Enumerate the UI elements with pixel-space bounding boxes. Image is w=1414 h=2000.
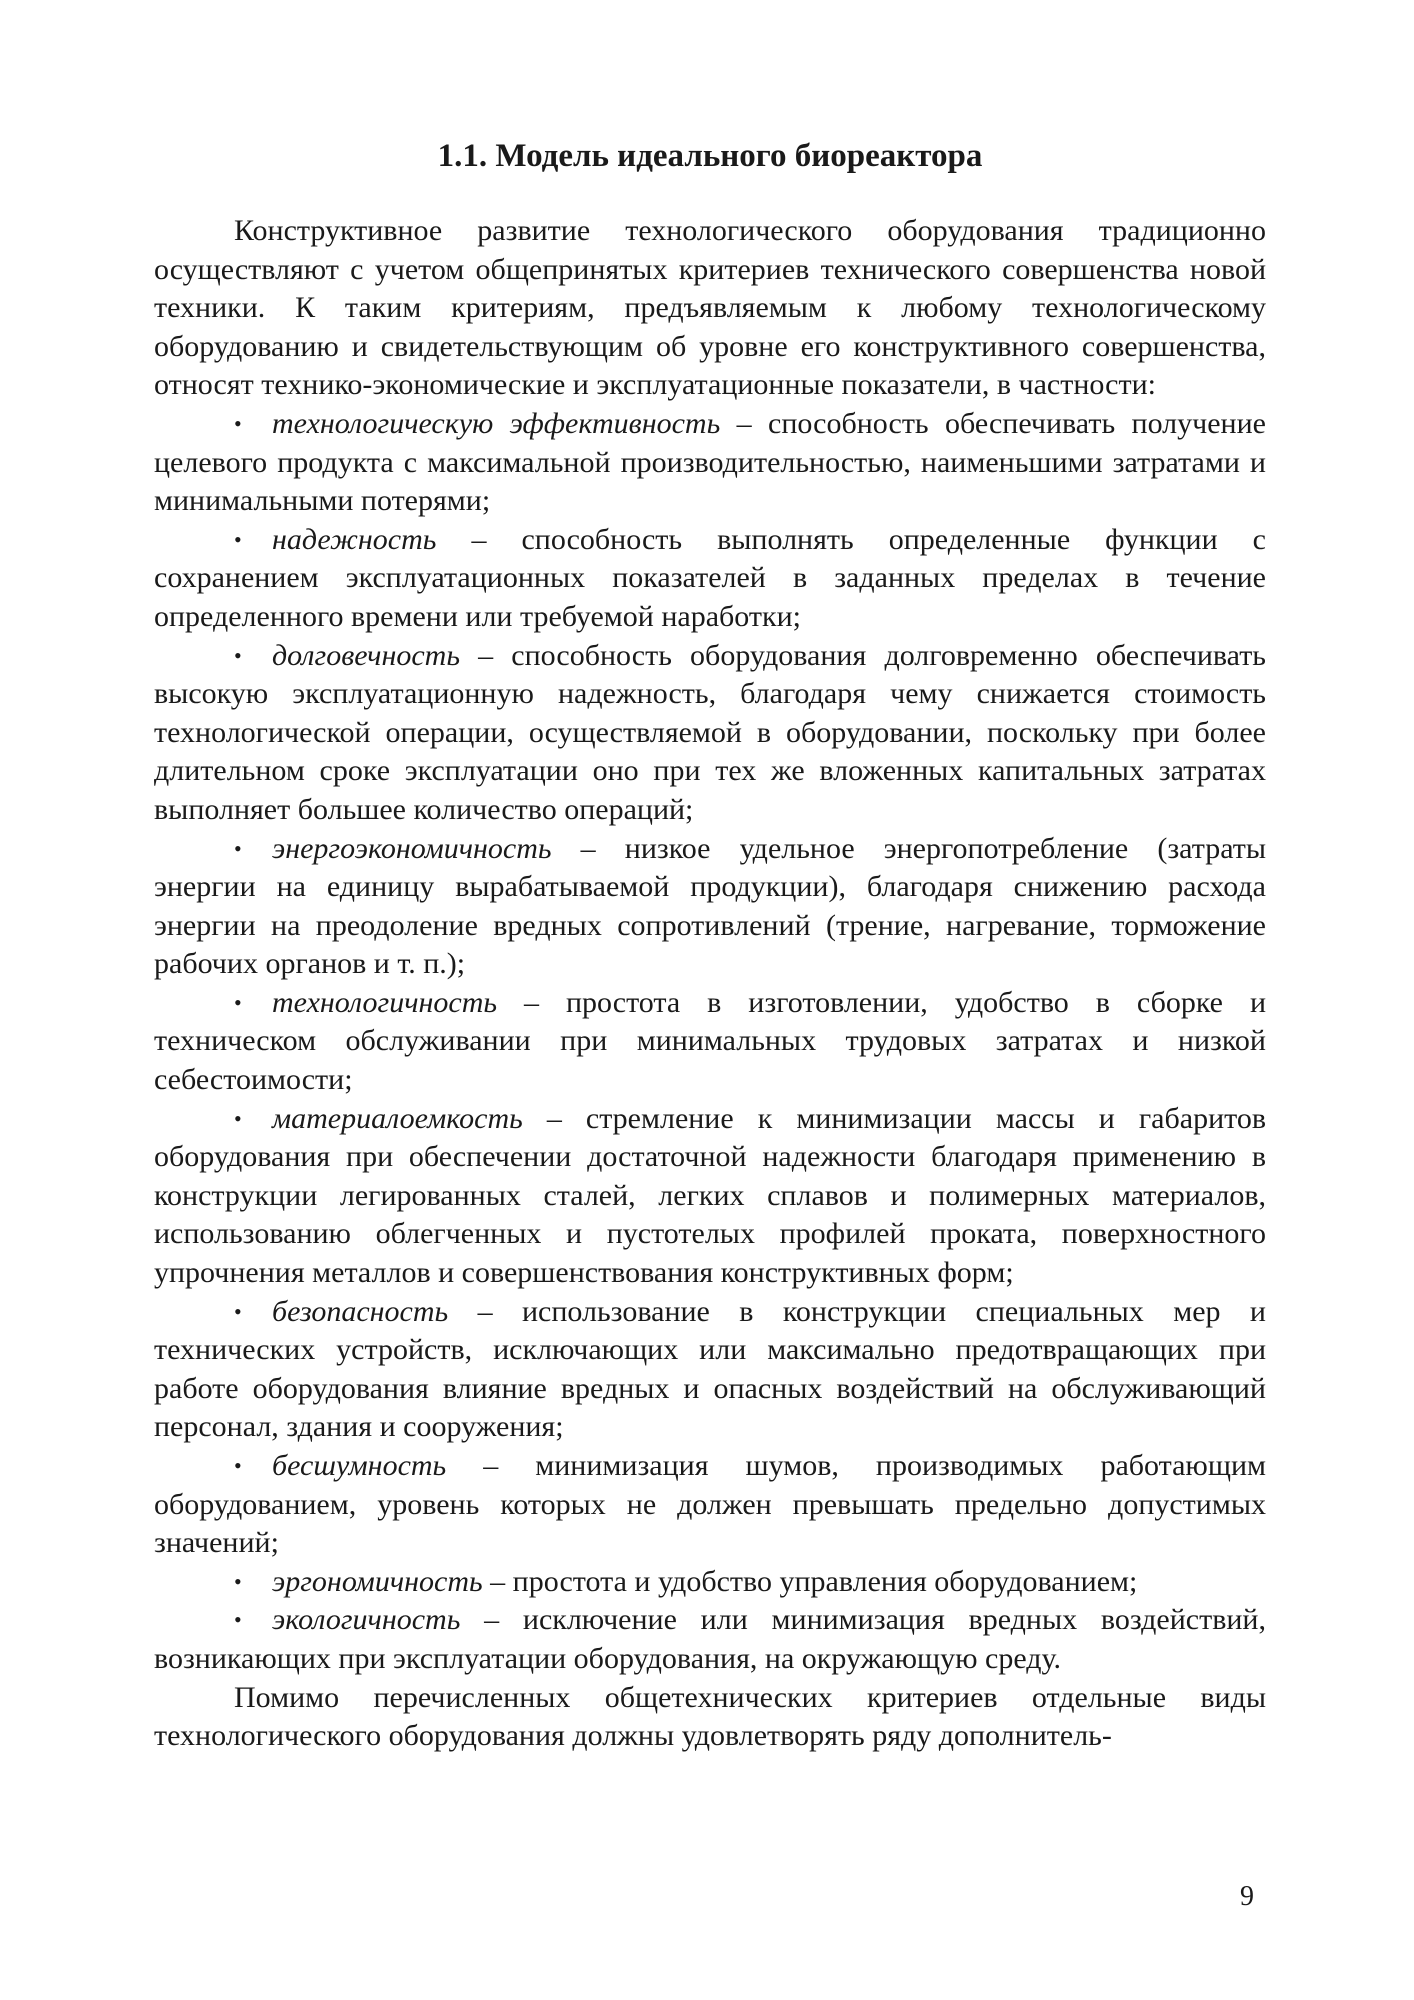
criteria-item [154, 830, 1266, 984]
criteria-description: – минимизация шумов, производимых работающим оборудованием, уровень которых не должен превышать предельно допустимых значений; [154, 1449, 1266, 1560]
body-text [154, 212, 1266, 1756]
criteria-description: – простота в изготовлении, удобство в сборке и техническом обслуживании при минимальных трудовых затратах и низкой себестоимости; [154, 985, 1266, 1097]
bullet-icon: • [234, 989, 242, 1015]
criteria-list [154, 405, 1266, 1679]
criteria-item [154, 1293, 1266, 1447]
criteria-description: – использование в конструкции специальных мер и технических устройств, исключающих или максимально предотвращающих при работе оборудования влияние вредных и опасных воздействий на обслуживающий персонал, здания и сооружения; [154, 1294, 1266, 1444]
criteria-item [154, 1601, 1266, 1678]
criteria-item [154, 1100, 1266, 1293]
criteria-term: безопасность [272, 1294, 449, 1328]
bullet-icon: • [234, 1453, 242, 1478]
criteria-term: энергоэкономичность [272, 831, 552, 865]
criteria-description: – простота и удобство управления оборудованием; [482, 1564, 1138, 1598]
bullet-icon: • [234, 526, 242, 552]
criteria-description: – способность обеспечивать получение целевого продукта с максимальной производительностью, наименьшими затратами и минимальными потерями; [154, 406, 1266, 518]
criteria-description: – низкое удельное энергопотребление (затраты энергии на единицу вырабатываемой продукции), благодаря снижению расхода энергии на преодоление вредных сопротивлений (трение, нагревание, торможение рабочих органов и т. п.); [154, 831, 1266, 981]
criteria-term: технологичность [272, 985, 498, 1019]
criteria-term: надежность [272, 522, 437, 556]
criteria-item [154, 984, 1266, 1100]
criteria-item [154, 1447, 1266, 1563]
bullet-icon: • [234, 1298, 242, 1324]
criteria-item [154, 521, 1266, 637]
criteria-item [154, 1563, 1266, 1602]
criteria-description: – способность оборудования долговременно обеспечивать высокую эксплуатационную надежность, благодаря чему снижается стоимость технологической операции, осуществляемой в оборудовании, поскольку при более длительном сроке эксплуатации оно при тех же вложенных капитальных затратах выполняет большее количество операций; [154, 638, 1266, 826]
document-page [154, 0, 1266, 2000]
section-title: 1.1. Модель идеального биореактора [437, 138, 983, 174]
bullet-icon: • [234, 835, 242, 861]
intro-paragraph: Конструктивное развитие технологического оборудования традиционно осуществляют с учетом общепринятых критериев технического совершенства новой техники. К таким критериям, предъявляемым к любому технологическому оборудованию и свидетельствующим об уровне его конструктивного совершенства, относят технико-экономические и эксплуатационные показатели, в частности: [154, 214, 1266, 402]
criteria-description: – стремление к минимизации массы и габаритов оборудования при обеспечении достаточной надежности благодаря применению в конструкции легированных сталей, легких сплавов и полимерных материалов, использованию облегченных и пустотелых профилей проката, поверхностного упрочнения металлов и совершенствования конструктивных форм; [154, 1101, 1266, 1290]
criteria-item [154, 405, 1266, 521]
criteria-term: эргономичность [272, 1564, 483, 1598]
bullet-icon: • [234, 1607, 242, 1633]
criteria-description: – способность выполнять определенные функции с сохранением эксплуатационных показателей в заданных пределах в течение определенного времени или требуемой наработки; [154, 522, 1266, 633]
bullet-icon: • [234, 642, 242, 668]
criteria-term: материалоемкость [272, 1101, 523, 1135]
criteria-term: долговечность [272, 638, 460, 672]
bullet-icon: • [234, 1105, 242, 1131]
criteria-item [154, 637, 1266, 830]
closing-paragraph: Помимо перечисленных общетехнических критериев отдельные виды технологического оборудования должны удовлетворять ряду дополнитель- [154, 1680, 1266, 1753]
criteria-term: экологичность [272, 1603, 461, 1637]
bullet-icon: • [234, 410, 242, 436]
criteria-term: технологическую эффективность [272, 406, 721, 440]
criteria-description: – исключение или минимизация вредных воздействий, возникающих при эксплуатации оборудования, на окружающую среду. [154, 1603, 1266, 1675]
page-number: 9 [1240, 1881, 1254, 1912]
bullet-icon: • [234, 1568, 242, 1594]
criteria-term: бесшумность [272, 1449, 447, 1482]
